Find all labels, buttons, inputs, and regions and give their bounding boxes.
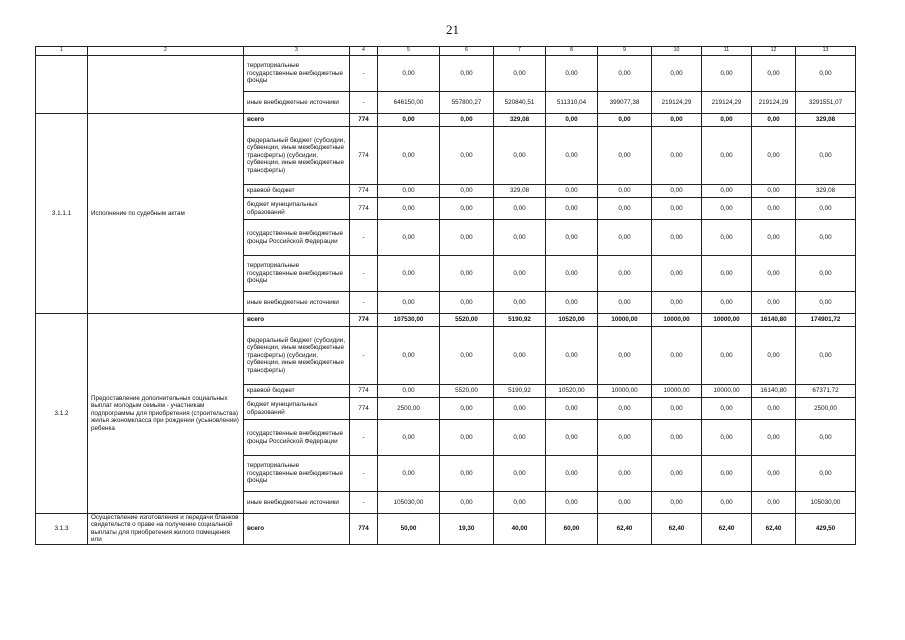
amount-cell: 19,30 xyxy=(440,514,494,545)
funding-source: федеральный бюджет (субсидии, субвенции, иные межбюджетные трансферты) (субсидии, субвенции, иные межбюджетные трансферты) xyxy=(244,127,350,185)
amount-cell: 0,00 xyxy=(702,398,752,420)
column-header: 11 xyxy=(702,47,752,56)
budget-code: - xyxy=(350,256,378,292)
amount-cell: 0,00 xyxy=(752,420,796,456)
amount-cell: 0,00 xyxy=(440,185,494,198)
column-header: 3 xyxy=(244,47,350,56)
amount-cell: 0,00 xyxy=(652,456,702,492)
amount-cell: 0,00 xyxy=(598,292,652,314)
table-row xyxy=(36,314,856,327)
table-body xyxy=(36,47,856,545)
amount-cell: 10000,00 xyxy=(598,385,652,398)
amount-cell: 0,00 xyxy=(378,185,440,198)
amount-cell: 5520,00 xyxy=(440,385,494,398)
amount-cell: 0,00 xyxy=(494,220,546,256)
amount-cell: 62,40 xyxy=(598,514,652,545)
amount-cell: 0,00 xyxy=(378,127,440,185)
amount-cell: 0,00 xyxy=(796,456,856,492)
amount-cell: 50,00 xyxy=(378,514,440,545)
amount-cell: 0,00 xyxy=(752,185,796,198)
amount-cell: 10000,00 xyxy=(652,314,702,327)
column-header: 1 xyxy=(36,47,88,56)
amount-cell: 0,00 xyxy=(652,185,702,198)
amount-cell: 0,00 xyxy=(652,327,702,385)
amount-cell: 219124,29 xyxy=(752,92,796,114)
table-row xyxy=(36,56,856,92)
amount-cell: 0,00 xyxy=(546,420,598,456)
amount-cell: 0,00 xyxy=(702,327,752,385)
amount-cell: 329,08 xyxy=(494,114,546,127)
budget-code: 774 xyxy=(350,198,378,220)
amount-cell: 0,00 xyxy=(598,256,652,292)
amount-cell: 0,00 xyxy=(598,185,652,198)
amount-cell: 0,00 xyxy=(440,220,494,256)
amount-cell: 0,00 xyxy=(752,56,796,92)
amount-cell: 0,00 xyxy=(598,420,652,456)
budget-code: - xyxy=(350,56,378,92)
amount-cell: 0,00 xyxy=(652,114,702,127)
amount-cell: 0,00 xyxy=(546,327,598,385)
amount-cell: 10520,00 xyxy=(546,385,598,398)
funding-source: всего xyxy=(244,114,350,127)
amount-cell: 0,00 xyxy=(702,492,752,514)
amount-cell: 10000,00 xyxy=(702,385,752,398)
amount-cell: 0,00 xyxy=(440,327,494,385)
amount-cell: 0,00 xyxy=(796,327,856,385)
funding-source: иные внебюджетные источники xyxy=(244,92,350,114)
budget-code: - xyxy=(350,327,378,385)
amount-cell: 0,00 xyxy=(796,127,856,185)
amount-cell: 0,00 xyxy=(752,292,796,314)
amount-cell: 2500,00 xyxy=(378,398,440,420)
amount-cell: 0,00 xyxy=(652,492,702,514)
budget-code: - xyxy=(350,292,378,314)
amount-cell: 0,00 xyxy=(702,56,752,92)
amount-cell: 0,00 xyxy=(546,256,598,292)
budget-code: - xyxy=(350,456,378,492)
page-number: 21 xyxy=(446,22,459,37)
column-header: 12 xyxy=(752,47,796,56)
amount-cell: 0,00 xyxy=(378,292,440,314)
funding-source: бюджет муниципальных образований xyxy=(244,398,350,420)
item-number xyxy=(36,56,88,114)
amount-cell: 0,00 xyxy=(652,198,702,220)
amount-cell: 399077,38 xyxy=(598,92,652,114)
amount-cell: 0,00 xyxy=(796,220,856,256)
amount-cell: 105030,00 xyxy=(378,492,440,514)
funding-source: иные внебюджетные источники xyxy=(244,492,350,514)
amount-cell: 0,00 xyxy=(752,398,796,420)
amount-cell: 0,00 xyxy=(598,127,652,185)
amount-cell: 107530,00 xyxy=(378,314,440,327)
amount-cell: 0,00 xyxy=(440,127,494,185)
amount-cell: 0,00 xyxy=(652,420,702,456)
table-row xyxy=(36,114,856,127)
amount-cell: 0,00 xyxy=(546,114,598,127)
amount-cell: 511310,04 xyxy=(546,92,598,114)
amount-cell: 0,00 xyxy=(598,114,652,127)
amount-cell: 0,00 xyxy=(702,220,752,256)
funding-source: территориальные государственные внебюджетные фонды xyxy=(244,256,350,292)
amount-cell: 174901,72 xyxy=(796,314,856,327)
amount-cell: 646150,00 xyxy=(378,92,440,114)
amount-cell: 429,50 xyxy=(796,514,856,545)
amount-cell: 0,00 xyxy=(378,385,440,398)
budget-code: 774 xyxy=(350,127,378,185)
funding-source: территориальные государственные внебюджетные фонды xyxy=(244,56,350,92)
amount-cell: 0,00 xyxy=(440,56,494,92)
amount-cell: 0,00 xyxy=(378,420,440,456)
amount-cell: 0,00 xyxy=(494,292,546,314)
amount-cell: 329,08 xyxy=(796,185,856,198)
amount-cell: 0,00 xyxy=(494,56,546,92)
amount-cell: 0,00 xyxy=(702,198,752,220)
item-title: Исполнение по судебным актам xyxy=(88,114,244,314)
budget-code: - xyxy=(350,92,378,114)
amount-cell: 105030,00 xyxy=(796,492,856,514)
column-header-row xyxy=(36,47,856,56)
amount-cell: 0,00 xyxy=(652,127,702,185)
amount-cell: 3291551,07 xyxy=(796,92,856,114)
amount-cell: 0,00 xyxy=(752,456,796,492)
budget-code: - xyxy=(350,492,378,514)
amount-cell: 0,00 xyxy=(598,327,652,385)
column-header: 9 xyxy=(598,47,652,56)
column-header: 7 xyxy=(494,47,546,56)
amount-cell: 0,00 xyxy=(494,398,546,420)
column-header: 8 xyxy=(546,47,598,56)
funding-source: государственные внебюджетные фонды Российской Федерации xyxy=(244,220,350,256)
budget-code: 774 xyxy=(350,514,378,545)
amount-cell: 0,00 xyxy=(546,198,598,220)
column-header: 4 xyxy=(350,47,378,56)
amount-cell: 0,00 xyxy=(598,220,652,256)
amount-cell: 5190,92 xyxy=(494,314,546,327)
amount-cell: 0,00 xyxy=(546,492,598,514)
amount-cell: 0,00 xyxy=(546,56,598,92)
amount-cell: 0,00 xyxy=(378,220,440,256)
amount-cell: 0,00 xyxy=(494,256,546,292)
amount-cell: 0,00 xyxy=(752,256,796,292)
funding-source: территориальные государственные внебюджетные фонды xyxy=(244,456,350,492)
amount-cell: 0,00 xyxy=(796,198,856,220)
amount-cell: 0,00 xyxy=(440,420,494,456)
amount-cell: 0,00 xyxy=(702,292,752,314)
column-header: 13 xyxy=(796,47,856,56)
funding-source: федеральный бюджет (субсидии, субвенции, иные межбюджетные трансферты) (субсидии, субвенции, иные межбюджетные трансферты) xyxy=(244,327,350,385)
amount-cell: 0,00 xyxy=(494,492,546,514)
amount-cell: 0,00 xyxy=(378,56,440,92)
budget-code: 774 xyxy=(350,398,378,420)
amount-cell: 557800,27 xyxy=(440,92,494,114)
amount-cell: 62,40 xyxy=(752,514,796,545)
amount-cell: 0,00 xyxy=(598,56,652,92)
amount-cell: 0,00 xyxy=(494,420,546,456)
amount-cell: 0,00 xyxy=(378,198,440,220)
funding-source: всего xyxy=(244,314,350,327)
amount-cell: 0,00 xyxy=(440,198,494,220)
column-header: 10 xyxy=(652,47,702,56)
budget-code: - xyxy=(350,420,378,456)
amount-cell: 0,00 xyxy=(752,220,796,256)
amount-cell: 0,00 xyxy=(796,292,856,314)
amount-cell: 0,00 xyxy=(598,492,652,514)
amount-cell: 67371,72 xyxy=(796,385,856,398)
amount-cell: 219124,29 xyxy=(652,92,702,114)
funding-source: всего xyxy=(244,514,350,545)
amount-cell: 0,00 xyxy=(702,256,752,292)
amount-cell: 0,00 xyxy=(652,220,702,256)
item-title: Осуществление изготовления и передачи бланков свидетельств о праве на получение социальной выплаты для приобретения жилого помещения или xyxy=(88,514,244,545)
amount-cell: 40,00 xyxy=(494,514,546,545)
column-header: 5 xyxy=(378,47,440,56)
amount-cell: 0,00 xyxy=(652,256,702,292)
item-number: 3.1.1.1 xyxy=(36,114,88,314)
item-number: 3.1.3 xyxy=(36,514,88,545)
amount-cell: 0,00 xyxy=(440,398,494,420)
amount-cell: 62,40 xyxy=(652,514,702,545)
amount-cell: 0,00 xyxy=(702,420,752,456)
funding-source: краевой бюджет xyxy=(244,185,350,198)
funding-source: бюджет муниципальных образований xyxy=(244,198,350,220)
item-title xyxy=(88,56,244,114)
amount-cell: 0,00 xyxy=(440,456,494,492)
amount-cell: 520840,51 xyxy=(494,92,546,114)
amount-cell: 5190,92 xyxy=(494,385,546,398)
amount-cell: 0,00 xyxy=(378,256,440,292)
amount-cell: 0,00 xyxy=(546,185,598,198)
amount-cell: 0,00 xyxy=(796,256,856,292)
item-number: 3.1.2 xyxy=(36,314,88,514)
amount-cell: 10000,00 xyxy=(598,314,652,327)
amount-cell: 0,00 xyxy=(378,456,440,492)
amount-cell: 0,00 xyxy=(752,127,796,185)
amount-cell: 0,00 xyxy=(702,127,752,185)
amount-cell: 0,00 xyxy=(494,456,546,492)
amount-cell: 0,00 xyxy=(440,256,494,292)
amount-cell: 0,00 xyxy=(494,198,546,220)
budget-code: - xyxy=(350,220,378,256)
amount-cell: 0,00 xyxy=(440,492,494,514)
amount-cell: 0,00 xyxy=(378,114,440,127)
amount-cell: 0,00 xyxy=(652,56,702,92)
funding-source: государственные внебюджетные фонды Российской Федерации xyxy=(244,420,350,456)
amount-cell: 0,00 xyxy=(702,185,752,198)
amount-cell: 0,00 xyxy=(546,398,598,420)
amount-cell: 0,00 xyxy=(494,127,546,185)
amount-cell: 10000,00 xyxy=(652,385,702,398)
amount-cell: 16140,80 xyxy=(752,385,796,398)
amount-cell: 0,00 xyxy=(440,114,494,127)
amount-cell: 0,00 xyxy=(546,292,598,314)
amount-cell: 219124,29 xyxy=(702,92,752,114)
program-funding-table xyxy=(35,46,856,545)
amount-cell: 0,00 xyxy=(494,327,546,385)
budget-code: 774 xyxy=(350,385,378,398)
amount-cell: 0,00 xyxy=(752,198,796,220)
amount-cell: 62,40 xyxy=(702,514,752,545)
amount-cell: 10000,00 xyxy=(702,314,752,327)
amount-cell: 0,00 xyxy=(598,398,652,420)
amount-cell: 10520,00 xyxy=(546,314,598,327)
budget-code: 774 xyxy=(350,185,378,198)
amount-cell: 0,00 xyxy=(702,456,752,492)
amount-cell: 329,08 xyxy=(494,185,546,198)
amount-cell: 0,00 xyxy=(752,492,796,514)
column-header: 6 xyxy=(440,47,494,56)
amount-cell: 0,00 xyxy=(702,114,752,127)
amount-cell: 0,00 xyxy=(796,56,856,92)
column-header: 2 xyxy=(88,47,244,56)
budget-code: 774 xyxy=(350,314,378,327)
amount-cell: 60,00 xyxy=(546,514,598,545)
amount-cell: 0,00 xyxy=(440,292,494,314)
amount-cell: 0,00 xyxy=(796,420,856,456)
funding-source: краевой бюджет xyxy=(244,385,350,398)
amount-cell: 0,00 xyxy=(598,456,652,492)
table-row xyxy=(36,514,856,545)
funding-source: иные внебюджетные источники xyxy=(244,292,350,314)
amount-cell: 0,00 xyxy=(378,327,440,385)
item-title: Предоставление дополнительных социальных выплат молодым семьям - участникам подпрограммы для приобретения (строительства) жилья экономкласса при рождении (усыновлении) ребенка xyxy=(88,314,244,514)
amount-cell: 329,08 xyxy=(796,114,856,127)
amount-cell: 2500,00 xyxy=(796,398,856,420)
budget-code: 774 xyxy=(350,114,378,127)
amount-cell: 0,00 xyxy=(546,456,598,492)
amount-cell: 0,00 xyxy=(752,327,796,385)
amount-cell: 0,00 xyxy=(546,220,598,256)
amount-cell: 16140,80 xyxy=(752,314,796,327)
amount-cell: 0,00 xyxy=(652,292,702,314)
amount-cell: 5520,00 xyxy=(440,314,494,327)
amount-cell: 0,00 xyxy=(652,398,702,420)
amount-cell: 0,00 xyxy=(546,127,598,185)
amount-cell: 0,00 xyxy=(752,114,796,127)
amount-cell: 0,00 xyxy=(598,198,652,220)
